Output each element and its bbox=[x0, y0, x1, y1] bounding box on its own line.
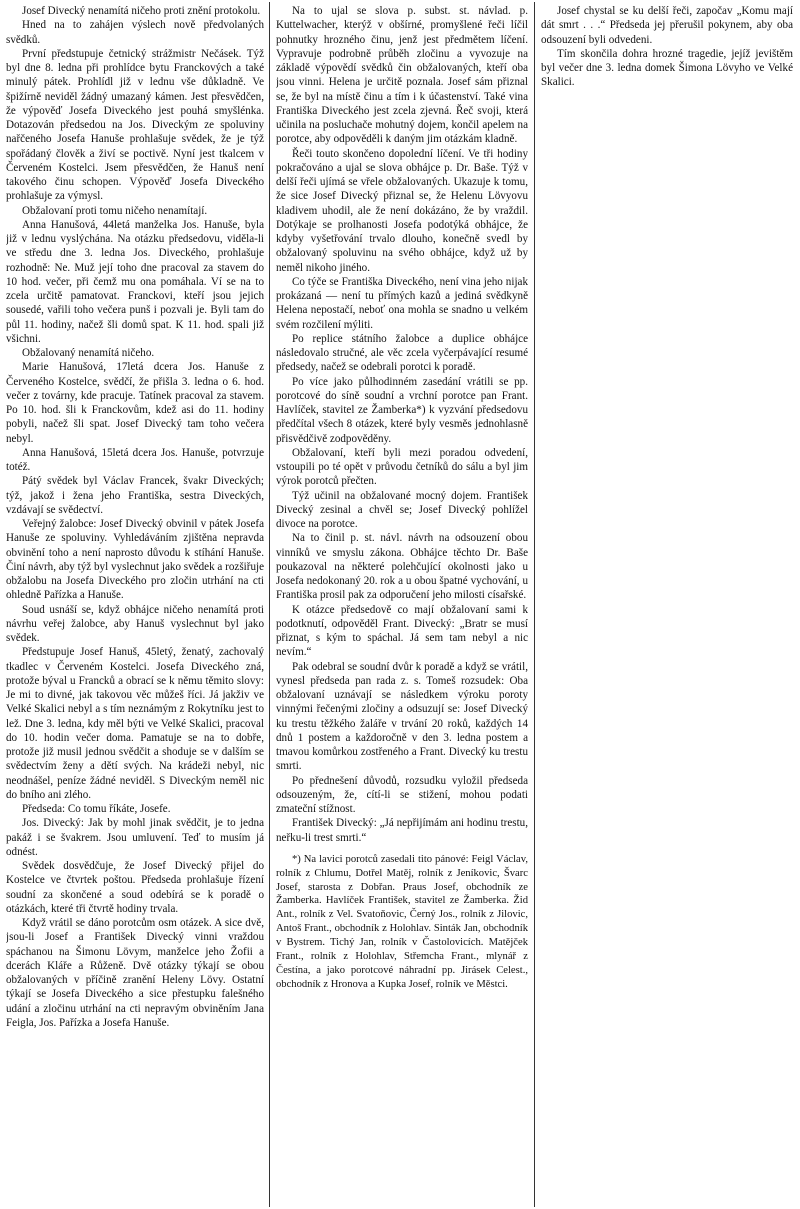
column-divider bbox=[269, 2, 270, 1207]
paragraph: Co týče se Františka Diveckého, není vina jeho nijak prokázaná — není tu přímých kazů a jediná svědkyně Helena nepostačí, neboť ona mohla se snadno u velkém svém rozčilení mýliti. bbox=[276, 275, 528, 331]
paragraph: Řeči touto skončeno dopolední líčení. Ve tři hodiny pokračováno a ujal se slova obhájce p. Dr. Baše. Týž v delší řeči ujímá se vřele obžalovaných. Ukazuje k tomu, že sice Josef Divecký přiznal se, že Helenu Lövyovu kladivem uhodil, ale že není dokázáno, že by vraždil. Dotýkaje se prolhanosti Josefa podotýká obhájce, že kdyby vyšetřování trvalo dlouho, konečně svedl by obžalovaný spoluvinu na svého obhájce, když už by neměl nikoho jiného. bbox=[276, 147, 528, 274]
paragraph: Když vrátil se dáno porotcům osm otázek. A sice dvě, jsou-li Josef a František Divecký vinni vraždou spáchanou na Šimonu Lövym, manželce jeho Žofii a dcerách Kláře a Růženě. Dvě otázky týkají se obou obžalovaných v příčině zranění Heleny Lövy. Ostatní týkají se Josefa Diveckého a sice přestupku falešného udání a zločinu utrhání na cti nepravým obviněním Jana Feigla, Jos. Pařízka a Josefa Hanuše. bbox=[6, 917, 264, 1029]
column-1 bbox=[6, 4, 264, 1205]
paragraph: Tím skončila dohra hrozné tragedie, jejíž jevištěm byl večer dne 3. ledna domek Šimona Lövyho ve Velké Skalici. bbox=[541, 47, 793, 89]
paragraph: Anna Hanušová, 15letá dcera Jos. Hanuše, potvrzuje totéž. bbox=[6, 446, 264, 473]
paragraph: Veřejný žalobce: Josef Divecký obvinil v pátek Josefa Hanuše ze spoluviny. Vyhledáváním zjištěna nepravda obvinění toho a není naprosto důvodu k stíhání Hanuše. Činí návrh, aby týž byl vyslechnut jako svědek a rozšiřuje obžalobu na Josefa Diveckého pro zločin utrhání na cti ohledně Pařízka a Hanuše. bbox=[6, 518, 264, 602]
paragraph: Jos. Divecký: Jak by mohl jinak svědčit, je to jedna pakáž i se švakrem. Jsou umluvení. Teď to musím já odnést. bbox=[6, 817, 264, 858]
paragraph: K otázce předsedově co mají obžalovaní sami k podotknutí, odpověděl Frant. Divecký: „Bratr se musí přiznat, s kým to spáchal. Já sem tam nebyl a nic nevím.“ bbox=[276, 603, 528, 659]
paragraph: Týž učinil na obžalované mocný dojem. František Divecký zesinal a chvěl se; Josef Divecký pohlížel divoce na porotce. bbox=[276, 489, 528, 530]
paragraph: První předstupuje četnický strážmistr Nečásek. Týž byl dne 8. ledna při prohlídce bytu Franckových a také minulý pátek. Prohlídl již v lednu vše důkladně. Ve špižírně neviděl žádný umazaný kámen. Jest přesvědčen, že výpověď Josefa Diveckého jest pouhá smyšlénka. Dotazován předsedou na Jos. Diveckým ze spoluviny nařčeného Josefa Hanuše prohlašuje svědek, že je týž spořádaný člověk a živí se poctivě. Nyní jest tkalcem v Červeném Kostelci. Jsem přesvědčen, že Hanuš není takového činu schopen. Výpověď Josefa Diveckého prohlašuje za výmysl. bbox=[6, 47, 264, 203]
paragraph: Předseda: Co tomu říkáte, Josefe. bbox=[22, 803, 171, 815]
paragraph: Po více jako půlhodinném zasedání vrátili se pp. porotcové do síně soudní a vrchní porotce pan Frant. Havlíček, stavitel ze Žamberka*) k vyzvání předsedovu předčítal všech 8 otázek, které byly vesměs jednohlasně přisvědčivě zodpověděny. bbox=[276, 375, 528, 445]
footnote-jurors: *) Na lavici porotců zasedali tito pánové: Feigl Václav, rolník z Chlumu, Dotřel Matěj, rolník z Jeníkovic, Švarc Josef, starosta z Dobřan. Praus Josef, obchodník ze Žamberka. Havlíček František, stavitel ze Žamberka. Žid Ant., rolník z Vel. Svatoňovic, Černý Jos., rolník z Jilovic, Antoš Frant., obchodník z Holohlav. Sinták Jan, obchodník v Bystrem. Tichý Jan, rolník v Častolovicích. Matějček Frant., rolník z Holohlav, Střemcha Frant., mlynář z Čestína, a jako porotcové náhradní pp. Jirásek Celest., obchodník z Hronova a Kupka Josef, rolník ve Městci. bbox=[276, 853, 528, 990]
paragraph: František Divecký: „Já nepřijímám ani hodinu trestu, neřku-li trest smrti.“ bbox=[276, 817, 528, 844]
paragraph: Soud usnáší se, když obhájce ničeho nenamítá proti návrhu veřej žalobce, aby Hanuš vyslechnut byl jako svědek. bbox=[6, 603, 264, 644]
paragraph: Obžalovaní, kteří byli mezi poradou odvedení, vstoupili po té opět v průvodu četníků do sálu a byl jim výrok porotců přečten. bbox=[276, 446, 528, 488]
paragraph: Po replice státního žalobce a duplice obhájce následovalo stručné, ale věc zcela vyčerpávající resumé předsedy, načež se odebrali porotci k poradě. bbox=[276, 332, 528, 374]
paragraph: Na to činil p. st. návl. návrh na odsouzení obou vinníků ve smyslu zákona. Obhájce těchto Dr. Baše poukazoval na některé polehčující okolnosti jako u Josefa nedokonaný 20. rok a u obou špatné vychování, u Františka prosil pak za odporučení jeho milosti císařské. bbox=[276, 532, 528, 602]
paragraph: Na to ujal se slova p. subst. st. návlad. p. Kuttelwacher, kterýž v obšírné, promyšlené řeči líčil pohnutky hrozného činu, jenž jest předmětem líčení. Vypravuje podrobně průběh zločinu a vyvozuje na základě výpovědí svědků čin obžalovaných, kteří oba jsou vinni. Helena je určitě poznala. Josef sám přiznal se, že byl na místě činu a tím i k účastenství. Také vina Františka Diveckého jest zcela zjevná. Řeč svoji, která učinila na posluchače mohutný dojem, končil apelem na porotce, aby odpověděli k daným jim otázkám kladně. bbox=[276, 5, 528, 146]
paragraph: Obžalovaný nenamítá ničeho. bbox=[22, 347, 155, 359]
paragraph: Svědek dosvědčuje, že Josef Divecký přijel do Kostelce ve čtvrtek poštou. Předseda prohlašuje řízení soudní za skončené a soud odebírá se k poradě o otázkách, které tři čtvrtě hodiny trvala. bbox=[6, 860, 264, 915]
paragraph: Pátý svědek byl Václav Francek, švakr Diveckých; týž, jakož i žena jeho Františka, sestra Diveckých, vzdávají se svědectví. bbox=[6, 475, 264, 516]
paragraph: Anna Hanušová, 44letá manželka Jos. Hanuše, byla již v lednu vyslýchána. Na otázku předsedovu, viděla-li ve středu dne 3. ledna Jos. Diveckého, prohlašuje rozhodně: Ne. Muž její toho dne pracoval za stavem do 10 hod. večer, při čemž mu ona pomáhala. Ví se na to zcela určitě pamatovat. Franckovi, kteří jsou jejich sousedé, vařili toho večera punš i pozvali je. Byli tam do půl 11. hodiny, načež šli domů spat. K 11. hod. spali již všichni. bbox=[6, 218, 264, 345]
column-divider bbox=[534, 2, 535, 1207]
verdict-paragraph: Pak odebral se soudní dvůr k poradě a když se vrátil, vynesl předseda pan rada z. s. Tomeš rozsudek: Oba obžalovaní uznávají se následkem výroku poroty vinnými řečenými zločiny a odsuzují se: Josef Divecký ku trestu těžkého žaláře v trvání 20 roků, každých 14 dnů 1 postem a každoročně v den 3. ledna postem a tmavou komůrkou zostřeného a Frant. Divecký ku trestu smrti. bbox=[276, 660, 528, 773]
paragraph: Předstupuje Josef Hanuš, 45letý, ženatý, zachovalý tkadlec v Červeném Kostelci. Josefa Diveckého zná, protože býval u Francků a obrací se k němu těmito slovy: Je mi to divné, jak takovou věc můžeš říci. Já jakživ ve Velké Skalici nebyl a s tím neznámým z Rokytníku jest to lež. Dne 3. ledna, kdy měl býti ve Velké Skalici, pracoval do 10. hodin večer doma. Pamatuje se na to dobře, protože již musil jednou svědčit a shoduje se v dalším se svědectvím ženy a dětí svých. Na krádeži nebyl, nic neodnášel, peníze žádné neviděl. S Diveckým neměl nic do bního ani zlého. bbox=[6, 646, 264, 801]
paragraph: Josef Divecký nenamítá ničeho proti znění protokolu. bbox=[22, 5, 261, 17]
column-2 bbox=[276, 4, 528, 1205]
column-3 bbox=[541, 4, 793, 1205]
paragraph: Marie Hanušová, 17letá dcera Jos. Hanuše z Červeného Kostelce, svědčí, že přišla 3. ledna o 6. hod. večer z továrny, kde pracuje. Tatínek pracoval za stavem. Po 10. hod. šli k Franckovům, kdež asi do 11. hodiny pobyli, načež šli spat. Josef Divecký tam toho večera nebyl. bbox=[6, 361, 264, 445]
paragraph: Po přednešení důvodů, rozsudku vyložil předseda odsouzeným, že, cítí-li se stižení, mohou podati zmateční stížnost. bbox=[276, 774, 528, 815]
paragraph: Josef chystal se ku delší řeči, započav „Komu mají dát smrt . . .“ Předseda jej přerušil pokynem, aby oba odsouzení byli odvedeni. bbox=[541, 5, 793, 46]
paragraph: Hned na to zahájen výslech nově předvolaných svědků. bbox=[6, 19, 264, 46]
paragraph: Obžalovaní proti tomu ničeho nenamítají. bbox=[22, 204, 208, 217]
